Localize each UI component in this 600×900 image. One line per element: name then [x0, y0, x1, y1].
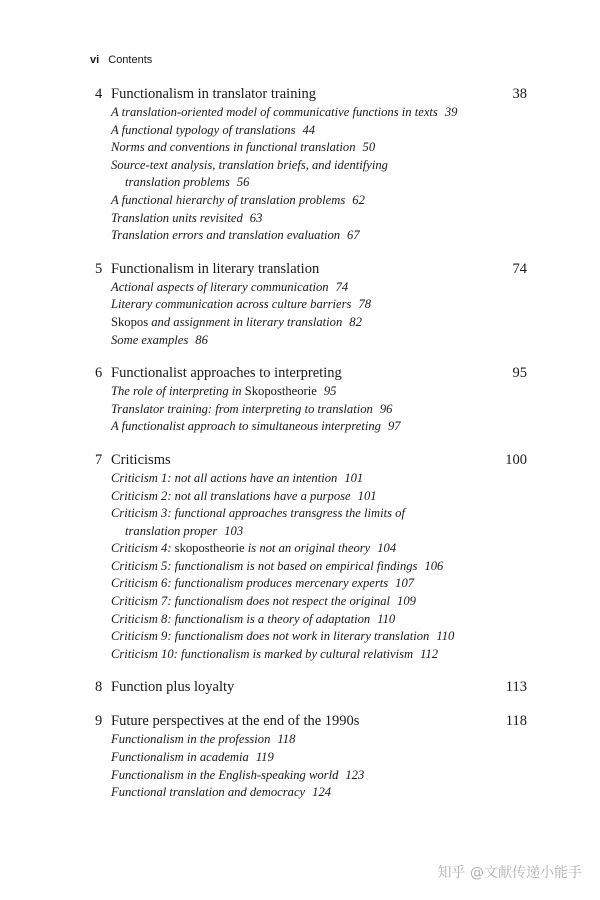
section-entry[interactable]: [95, 157, 527, 175]
chapter-number: 4: [95, 86, 103, 102]
chapter-title: Function plus loyalty: [111, 679, 235, 696]
section-title: Criticism 9: functionalism does not work in literary translation: [111, 629, 430, 644]
section-title: Functional translation and democracy: [111, 785, 306, 800]
section-title: Actional aspects of literary communication: [111, 279, 329, 294]
section-title: Criticism 1: not all actions have an intention: [111, 470, 338, 485]
section-title: Criticism 6: functionalism produces mercenary experts: [111, 576, 389, 591]
section-title: Some examples: [111, 332, 189, 347]
section-page-number: 67: [347, 228, 360, 243]
section-entry[interactable]: [95, 558, 527, 576]
chapter-number: 6: [95, 365, 103, 382]
section-page-number: 101: [357, 488, 377, 503]
chapter-heading[interactable]: [95, 261, 527, 279]
watermark-text: 知乎 @文献传递小能手: [437, 865, 582, 881]
section-page-number: 110: [377, 611, 396, 626]
section-entry[interactable]: [95, 646, 527, 664]
section-page-number: 50: [362, 140, 376, 155]
chapter-title: Functionalism in literary translation: [111, 260, 320, 277]
section-title: Literary communication across culture barriers: [111, 297, 352, 312]
section-title: Criticism 7: functionalism does not respect the original: [111, 594, 391, 609]
section-title: Source-text analysis, translation briefs, and identifying: [111, 157, 388, 172]
chapter-heading[interactable]: [95, 86, 527, 104]
section-entry-continuation[interactable]: [95, 523, 527, 541]
section-entry[interactable]: [95, 731, 527, 749]
section-title: Functionalism in academia: [111, 750, 249, 765]
section-entry[interactable]: [95, 418, 527, 436]
section-title: A functional hierarchy of translation problems: [111, 192, 346, 207]
section-entry[interactable]: [95, 210, 527, 228]
chapter-heading[interactable]: [95, 713, 527, 731]
section-entry[interactable]: [95, 749, 527, 767]
section-title-roman: skopostheorie: [174, 541, 245, 556]
section-entry[interactable]: [95, 784, 527, 802]
section-page-number: 109: [397, 594, 416, 609]
section-page-number: 101: [344, 470, 364, 485]
section-entry[interactable]: [95, 139, 527, 157]
section-title: Criticism 2: not all translations have a purpose: [111, 488, 351, 503]
section-page-number: 74: [335, 279, 349, 294]
section-entry[interactable]: [95, 628, 527, 646]
section-entry[interactable]: [95, 540, 527, 558]
chapter-heading[interactable]: [95, 679, 527, 697]
chapter-page-number: 38: [512, 86, 527, 102]
section-entry[interactable]: [95, 227, 527, 245]
chapter-8: [95, 679, 527, 697]
section-page-number: 97: [387, 419, 401, 434]
section-title: translation proper: [125, 523, 218, 538]
section-page-number: 107: [395, 576, 415, 591]
section-title: A functional typology of translations: [111, 122, 296, 137]
section-title-roman: Skopostheorie: [244, 384, 317, 399]
chapter-page-number: 74: [512, 260, 527, 277]
section-title: Functionalism in the English-speaking world: [111, 767, 339, 782]
section-title: and assignment in literary translation: [148, 314, 343, 329]
chapter-heading[interactable]: [95, 365, 527, 383]
section-title: The role of interpreting in: [111, 384, 245, 399]
section-page-number: 95: [323, 384, 337, 399]
section-entry[interactable]: [95, 575, 527, 593]
table-of-contents: [95, 86, 527, 818]
section-title: Norms and conventions in functional translation: [111, 140, 356, 155]
section-page-number: 82: [349, 314, 362, 329]
section-entry[interactable]: [95, 104, 527, 122]
section-page-number: 112: [420, 646, 439, 661]
chapter-4: [95, 86, 527, 245]
chapter-title: Criticisms: [111, 451, 171, 468]
chapter-title: Functionalist approaches to interpreting: [111, 365, 342, 382]
chapter-9: [95, 713, 527, 801]
section-title: Criticism 4:: [111, 541, 175, 556]
chapter-title: Functionalism in translator training: [111, 86, 316, 102]
section-title: Translation units revisited: [111, 210, 243, 225]
section-title: Translation errors and translation evaluation: [111, 228, 341, 243]
section-title: Criticism 3: functional approaches transgress the limits of: [111, 506, 405, 521]
section-entry[interactable]: [95, 401, 527, 419]
section-page-number: 106: [424, 558, 444, 573]
section-entry[interactable]: [95, 593, 527, 611]
chapter-number: 7: [95, 451, 103, 468]
section-title: Functionalism in the profession: [111, 732, 271, 747]
section-entry[interactable]: [95, 332, 527, 350]
chapter-page-number: 113: [505, 679, 527, 696]
chapter-page-number: 118: [505, 713, 527, 730]
section-entry-continuation[interactable]: [95, 174, 527, 192]
section-page-number: 39: [444, 105, 458, 119]
page-folio: vi: [90, 54, 100, 66]
section-title-roman: Skopos: [111, 314, 149, 329]
section-page-number: 119: [255, 750, 274, 765]
section-page-number: 110: [436, 629, 455, 644]
running-header-title: Contents: [108, 54, 153, 66]
section-entry[interactable]: [95, 279, 527, 297]
running-header: [90, 54, 152, 66]
chapter-5: [95, 261, 527, 349]
section-page-number: 56: [236, 175, 250, 190]
section-entry[interactable]: [95, 296, 527, 314]
section-entry[interactable]: [95, 383, 527, 401]
chapter-heading[interactable]: [95, 452, 527, 470]
section-entry[interactable]: [95, 192, 527, 210]
section-title: Criticism 10: functionalism is marked by cultural relativism: [111, 646, 414, 661]
section-page-number: 44: [302, 122, 316, 137]
section-title: translation problems: [125, 175, 230, 190]
section-title: Criticism 8: functionalism is a theory of adaptation: [111, 611, 371, 626]
section-page-number: 123: [345, 767, 365, 782]
section-page-number: 104: [377, 541, 397, 556]
section-title: is not an original theory: [244, 541, 371, 556]
section-title: A functionalist approach to simultaneous interpreting: [111, 419, 381, 434]
section-title: Criticism 5: functionalism is not based on empirical findings: [111, 558, 418, 573]
section-entry[interactable]: [95, 505, 527, 523]
section-page-number: 96: [379, 401, 393, 416]
chapter-number: 8: [95, 679, 103, 696]
section-entry[interactable]: [95, 470, 527, 488]
chapter-6: [95, 365, 527, 436]
section-entry[interactable]: [95, 122, 527, 140]
section-entry[interactable]: [95, 767, 527, 785]
chapter-page-number: 95: [512, 365, 527, 382]
chapter-7: [95, 452, 527, 664]
chapter-title: Future perspectives at the end of the 1990s: [111, 713, 360, 730]
section-entry[interactable]: [95, 611, 527, 629]
section-page-number: 62: [352, 192, 365, 207]
section-page-number: 86: [195, 332, 208, 347]
chapter-number: 5: [95, 260, 103, 277]
section-page-number: 118: [277, 732, 296, 747]
section-page-number: 103: [224, 523, 244, 538]
section-entry[interactable]: [95, 488, 527, 506]
section-entry[interactable]: [95, 314, 527, 332]
chapter-page-number: 100: [505, 451, 527, 468]
section-title: Translator training: from interpreting to translation: [111, 401, 373, 416]
section-page-number: 78: [358, 297, 372, 312]
section-page-number: 124: [312, 785, 332, 800]
chapter-number: 9: [95, 713, 103, 730]
section-page-number: 63: [249, 210, 263, 225]
section-title: A translation-oriented model of communicative functions in texts: [111, 105, 438, 119]
